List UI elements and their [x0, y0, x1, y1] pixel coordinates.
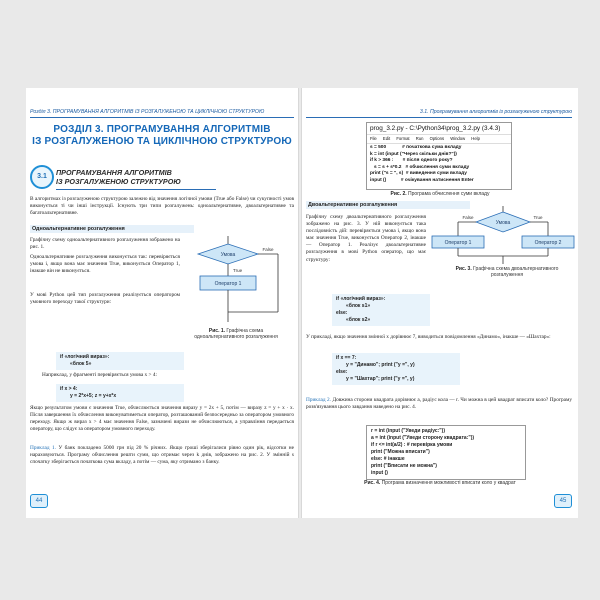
example-1-text: У банк покладено 5000 грн під 20 % річних. Якщо гроші зберігалися рівно один рік, відсотки не нараховуються. Програму обчислення решти суми, що отримає через k днів, зображено на рис. 2. У змінній s спочатку зберігається початкова сума вкладу, а потім — сума, яку отримано з банку.: [30, 445, 294, 466]
fc1-condition-text: Умова: [220, 252, 236, 258]
paragraph-two-alternative: Графічну схему двоальтернативного розгалуження зображено на рис. 3. У ній виконується така послідовність дій: перевіряється умова і, якщо вона має значення True, виконується Оператор 2, інакше — Оператор 1. Реалізує двоальтернативне розгалуження в мові Python оператор, що має структуру:: [306, 214, 426, 263]
code3-line: «блок s2»: [346, 317, 371, 323]
code4-line: y = "Шахтар"; print ("y =", y): [346, 376, 415, 382]
code1-line1: if «логічний вираз»:: [60, 354, 110, 360]
code5-line: r = int (input ("Уведи радіус:")): [371, 428, 445, 434]
figure-4-caption-text: Програма визначення можливості вписати коло у квадрат: [381, 480, 516, 486]
code4-line: else:: [336, 369, 348, 375]
code3-line: «блок s1»: [346, 303, 371, 309]
fc1-false-label: False: [262, 247, 274, 252]
figure-1-caption-text: Графічна схема одноальтернативного розгалуження: [194, 328, 278, 341]
code-block-if-else-structure: [332, 294, 430, 326]
ide-code-line: s = s + s*0.2 # обчислення суми вкладу: [370, 164, 470, 170]
left-page: [26, 88, 298, 518]
ide-menu-window: Window: [450, 136, 466, 141]
example-2-label: Приклад 2.: [306, 397, 331, 403]
section-number-badge: 3.1: [30, 165, 54, 189]
ide-menu-edit: Edit: [382, 136, 391, 141]
paragraph-one-alternative-execution: Одноальтернативне розгалуження виконується так: перевіряється умова і, якщо вона має значення True, виконується Оператор 1, інакше він не виконується.: [30, 254, 180, 275]
fc1-operator-text: Оператор 1: [214, 281, 242, 287]
figure-4-caption: [332, 480, 548, 486]
code5-line: if r <= int(a/2) : # перевірка умови: [371, 442, 453, 448]
ide-menu-help: Help: [471, 136, 480, 141]
figure-1-caption-label: Рис. 1.: [208, 328, 226, 334]
code5-line: print ("Можна вписати"): [371, 449, 430, 455]
code3-line: else:: [336, 310, 348, 316]
figure-3-caption-label: Рис. 3.: [455, 266, 472, 272]
code1-line2: «блок 5»: [70, 361, 92, 367]
ide-menu-run: Run: [415, 136, 424, 141]
fc2-true-label: True: [533, 215, 543, 220]
example-1-paragraph: [30, 445, 294, 466]
right-page: [302, 88, 578, 518]
figure-2-caption: [342, 191, 538, 197]
subhead-two-alternative: Двоальтернативне розгалуження: [306, 201, 470, 209]
ide-menu-bar: [367, 135, 511, 144]
code2-line2: y = 2*x+5; z = y+x*x: [70, 393, 117, 399]
code5-line: input (): [371, 470, 388, 476]
figure-4-caption-label: Рис. 4.: [364, 480, 381, 486]
left-page-number: 44: [30, 494, 48, 508]
ide-code-line: if k > 366 : # після одного року?: [370, 158, 453, 164]
figure-2-caption-label: Рис. 2.: [390, 191, 407, 197]
code-block-if-example: [56, 384, 184, 402]
ide-title-bar: prog_3.2.py - C:\Python34\prog_3.2.py (3.4.3): [367, 123, 511, 135]
section-title-line2: ІЗ РОЗГАЛУЖЕНОЮ СТРУКТУРОЮ: [56, 177, 181, 186]
paragraph-dynamo-example: У прикладі, якщо значення змінної x дорівнює 7, виводиться повідомлення «Динамо», інакше — «Шахтар»:: [306, 334, 551, 340]
chapter-title-line2: ІЗ РОЗГАЛУЖЕНОЮ ТА ЦИКЛІЧНОЮ СТРУКТУРОЮ: [32, 136, 292, 147]
paragraph-if-explanation: Якщо результатом умови є значення True, обчислюється значення виразу y = 2x + 5, потім — виразу z = y + x · x. Після завершення їх обчислення виконуватиметься оператор, розташований безпосередньо за оператором умовного переходу. Якщо ж вираз x > 4 має значення False, зазначені вирази не обчислюються, а управління передається оператору, що слідує за оператором умовного переходу.: [30, 405, 294, 433]
code4-line: y = "Динамо"; print ("y =", y): [346, 362, 415, 368]
ide-menu-options: Options: [429, 136, 445, 141]
right-page-number: 45: [554, 494, 572, 508]
example-2-paragraph: [306, 397, 572, 411]
paragraph-python-structure: У мові Python цей тип розгалуження реалізується оператором умовного переходу такої структури:: [30, 292, 180, 306]
ide-code-line: input () # очікування натиснення Enter: [370, 177, 474, 183]
code4-line: if x == 7:: [336, 355, 357, 361]
intro-paragraph: В алгоритмах із розгалуженою структурою залежно від значення логічної умови (True або False) чи сукупності умов виконується ті чи інші інструкції. Існують три типи розгалужень: одноальтернативне, двоальтернативне та багатоальтернативне.: [30, 196, 294, 217]
code3-line: if «логічний вираз»:: [336, 296, 386, 302]
figure-2-caption-text: Програма обчислення суми вкладу: [408, 191, 490, 197]
figure-1-caption: [186, 328, 286, 341]
example-intro: Наприклад, у фрагменті перевіряється умова x > 4:: [42, 372, 157, 378]
fc2-operator-2-text: Оператор 2: [534, 240, 562, 246]
right-head-rule: [306, 117, 572, 118]
flowchart-one-alternative: [186, 236, 296, 366]
ide-code-line: k = int (input ("Через скільки днів?")): [370, 151, 457, 157]
ide-code-line: print ("s = ", s) # виведення суми вкладу: [370, 171, 467, 177]
fc1-true-label: True: [233, 268, 243, 273]
section-title: [56, 168, 286, 186]
section-title-rule: [56, 189, 216, 190]
paragraph-figure-reference: Графічну схему одноальтернативного розгалуження зображено на рис. 1.: [30, 237, 180, 251]
figure-3-caption: [452, 266, 562, 279]
fc2-condition-text: Умова: [495, 220, 511, 226]
code5-line: print ("Вписати не можна"): [371, 463, 437, 469]
figure-3-caption-text: Графічна схема двоальтернативного розгалуження: [473, 266, 559, 279]
ide-code-area: [367, 144, 511, 186]
section-title-line1: ПРОГРАМУВАННЯ АЛГОРИТМІВ: [56, 168, 172, 177]
example-2-text: Довжина сторони квадрата дорівнює a, радіус кола — r. Чи можна в цей квадрат вписати коло? Програму розв'язування цього завдання наведено на рис. 4.: [306, 397, 573, 411]
code5-line: a = int (input ("Уведи сторону квадрата:")): [371, 435, 475, 441]
fc2-false-label: False: [462, 215, 474, 220]
code-block-dynamo: [332, 353, 460, 385]
subhead-one-alternative: Одноальтернативне розгалуження: [30, 225, 194, 233]
ide-menu-format: Format: [396, 136, 410, 141]
ide-window: [366, 122, 512, 190]
chapter-title: [30, 124, 294, 148]
code-block-if-structure: [56, 352, 184, 370]
flowchart-two-alternative: [430, 206, 576, 266]
code5-line: else: # інакше: [371, 456, 405, 462]
right-running-head: 3.1. Програмування алгоритмів із розгалуженою структурою: [419, 109, 572, 115]
code2-line1: if x > 4:: [60, 386, 78, 392]
code-block-circle-square: [366, 425, 526, 480]
ide-menu-file: File: [370, 136, 377, 141]
fc2-operator-1-text: Оператор 1: [444, 240, 472, 246]
left-running-head: Розділ 3. ПРОГРАМУВАННЯ АЛГОРИТМІВ ІЗ РОЗГАЛУЖЕНОЮ ТА ЦИКЛІЧНОЮ СТРУКТУРОЮ: [30, 109, 265, 115]
example-1-label: Приклад 1.: [30, 445, 56, 451]
chapter-title-line1: РОЗДІЛ 3. ПРОГРАМУВАННЯ АЛГОРИТМІВ: [53, 124, 271, 135]
ide-code-line: s = 500 # початкова сума вкладу: [370, 145, 462, 150]
left-head-rule: [30, 117, 294, 118]
